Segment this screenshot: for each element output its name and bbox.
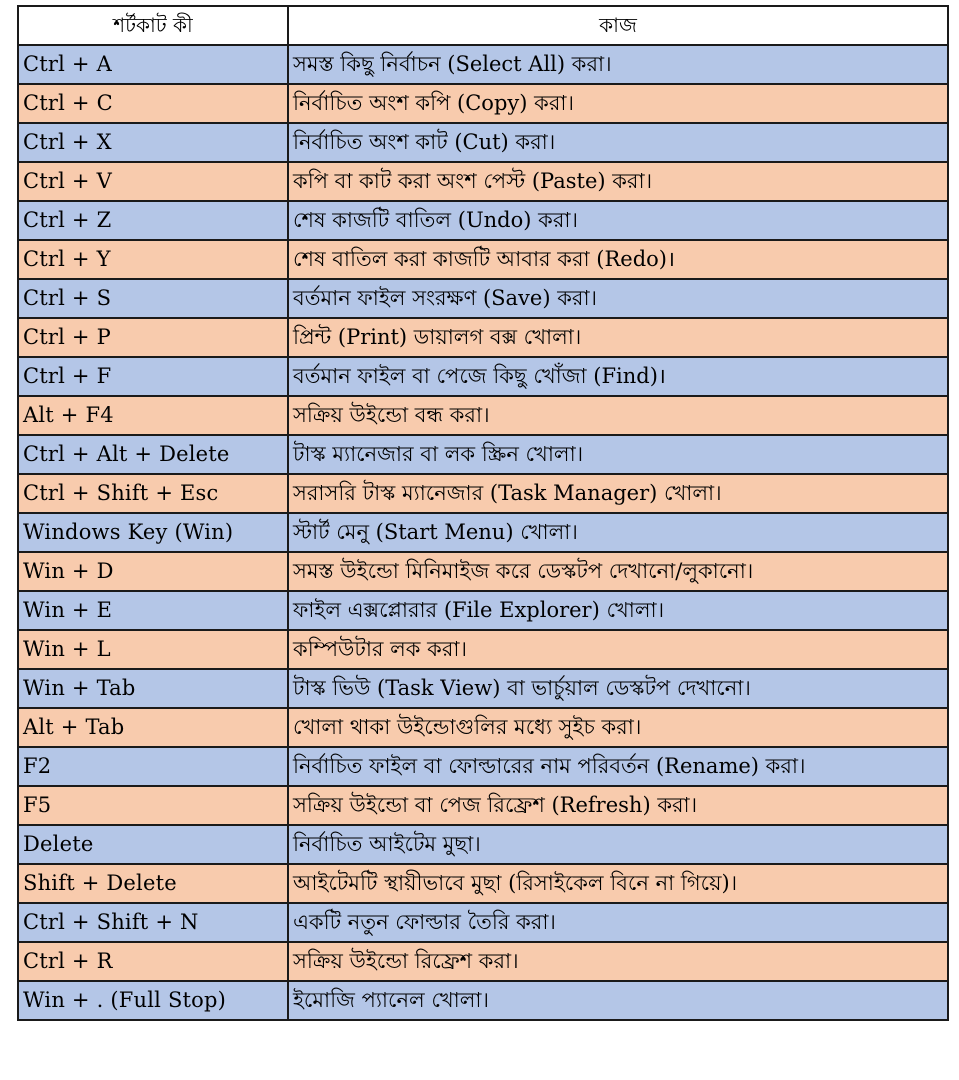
table-row [18, 162, 948, 201]
table-row [18, 513, 948, 552]
table-row [18, 435, 948, 474]
shortcut-action-cell: টাস্ক ভিউ (Task View) বা ভার্চুয়াল ডেস্কটপ দেখানো। [288, 669, 948, 708]
shortcut-action-cell: সক্রিয় উইন্ডো রিফ্রেশ করা। [288, 942, 948, 981]
shortcut-action-cell: নির্বাচিত আইটেম মুছা। [288, 825, 948, 864]
table-row [18, 864, 948, 903]
shortcut-action-cell: নির্বাচিত অংশ কপি (Copy) করা। [288, 84, 948, 123]
shortcut-key-cell: Delete [18, 825, 288, 864]
table-row [18, 591, 948, 630]
shortcut-key-cell: Ctrl + V [18, 162, 288, 201]
shortcut-action-cell: শেষ কাজটি বাতিল (Undo) করা। [288, 201, 948, 240]
table-row [18, 240, 948, 279]
shortcut-action-cell: আইটেমটি স্থায়ীভাবে মুছা (রিসাইকেল বিনে না গিয়ে)। [288, 864, 948, 903]
table-row [18, 669, 948, 708]
shortcut-key-cell: Ctrl + Y [18, 240, 288, 279]
shortcut-key-cell: Alt + F4 [18, 396, 288, 435]
shortcut-action-cell: একটি নতুন ফোল্ডার তৈরি করা। [288, 903, 948, 942]
table-header-row [18, 6, 948, 45]
shortcut-action-cell: বর্তমান ফাইল সংরক্ষণ (Save) করা। [288, 279, 948, 318]
shortcut-table-container [17, 5, 947, 1021]
shortcut-action-cell: কম্পিউটার লক করা। [288, 630, 948, 669]
table-row [18, 474, 948, 513]
shortcut-action-cell: সরাসরি টাস্ক ম্যানেজার (Task Manager) খোলা। [288, 474, 948, 513]
shortcut-action-cell: শেষ বাতিল করা কাজটি আবার করা (Redo)। [288, 240, 948, 279]
table-row [18, 981, 948, 1020]
shortcut-action-cell: নির্বাচিত অংশ কাট (Cut) করা। [288, 123, 948, 162]
shortcut-action-cell: টাস্ক ম্যানেজার বা লক স্ক্রিন খোলা। [288, 435, 948, 474]
shortcut-key-cell: Ctrl + Shift + Esc [18, 474, 288, 513]
table-row [18, 825, 948, 864]
table-row [18, 318, 948, 357]
shortcut-key-cell: Ctrl + C [18, 84, 288, 123]
table-row [18, 279, 948, 318]
shortcut-key-cell: Ctrl + P [18, 318, 288, 357]
table-row [18, 123, 948, 162]
shortcut-action-cell: স্টার্ট মেনু (Start Menu) খোলা। [288, 513, 948, 552]
shortcut-key-cell: Ctrl + F [18, 357, 288, 396]
table-row [18, 45, 948, 84]
table-row [18, 357, 948, 396]
shortcut-key-cell: Win + Tab [18, 669, 288, 708]
shortcut-key-cell: Ctrl + Shift + N [18, 903, 288, 942]
shortcut-key-cell: Ctrl + Alt + Delete [18, 435, 288, 474]
shortcut-key-cell: F5 [18, 786, 288, 825]
table-row [18, 84, 948, 123]
shortcut-key-cell: F2 [18, 747, 288, 786]
shortcut-key-cell: Win + . (Full Stop) [18, 981, 288, 1020]
table-row [18, 942, 948, 981]
shortcut-action-cell: সমস্ত উইন্ডো মিনিমাইজ করে ডেস্কটপ দেখানো/লুকানো। [288, 552, 948, 591]
shortcut-key-cell: Ctrl + R [18, 942, 288, 981]
shortcut-key-cell: Win + D [18, 552, 288, 591]
table-row [18, 786, 948, 825]
shortcut-key-cell: Ctrl + S [18, 279, 288, 318]
shortcut-key-cell: Alt + Tab [18, 708, 288, 747]
header-shortcut-key: শর্টকাট কী [18, 6, 288, 45]
table-row [18, 630, 948, 669]
shortcut-action-cell: খোলা থাকা উইন্ডোগুলির মধ্যে সুইচ করা। [288, 708, 948, 747]
shortcut-action-cell: ফাইল এক্সপ্লোরার (File Explorer) খোলা। [288, 591, 948, 630]
shortcut-key-cell: Shift + Delete [18, 864, 288, 903]
shortcut-key-cell: Windows Key (Win) [18, 513, 288, 552]
table-row [18, 708, 948, 747]
shortcut-action-cell: সক্রিয় উইন্ডো বা পেজ রিফ্রেশ (Refresh) করা। [288, 786, 948, 825]
shortcut-action-cell: কপি বা কাট করা অংশ পেস্ট (Paste) করা। [288, 162, 948, 201]
shortcut-key-cell: Ctrl + X [18, 123, 288, 162]
shortcut-action-cell: ইমোজি প্যানেল খোলা। [288, 981, 948, 1020]
shortcut-action-cell: বর্তমান ফাইল বা পেজে কিছু খোঁজা (Find)। [288, 357, 948, 396]
shortcut-table [17, 5, 949, 1021]
shortcut-action-cell: নির্বাচিত ফাইল বা ফোল্ডারের নাম পরিবর্তন (Rename) করা। [288, 747, 948, 786]
shortcut-action-cell: সক্রিয় উইন্ডো বন্ধ করা। [288, 396, 948, 435]
table-row [18, 552, 948, 591]
table-row [18, 903, 948, 942]
table-row [18, 747, 948, 786]
header-action: কাজ [288, 6, 948, 45]
table-row [18, 201, 948, 240]
shortcut-key-cell: Ctrl + A [18, 45, 288, 84]
table-row [18, 396, 948, 435]
shortcut-key-cell: Win + E [18, 591, 288, 630]
shortcut-action-cell: সমস্ত কিছু নির্বাচন (Select All) করা। [288, 45, 948, 84]
shortcut-key-cell: Ctrl + Z [18, 201, 288, 240]
shortcut-action-cell: প্রিন্ট (Print) ডায়ালগ বক্স খোলা। [288, 318, 948, 357]
shortcut-key-cell: Win + L [18, 630, 288, 669]
table-body [18, 45, 948, 1020]
